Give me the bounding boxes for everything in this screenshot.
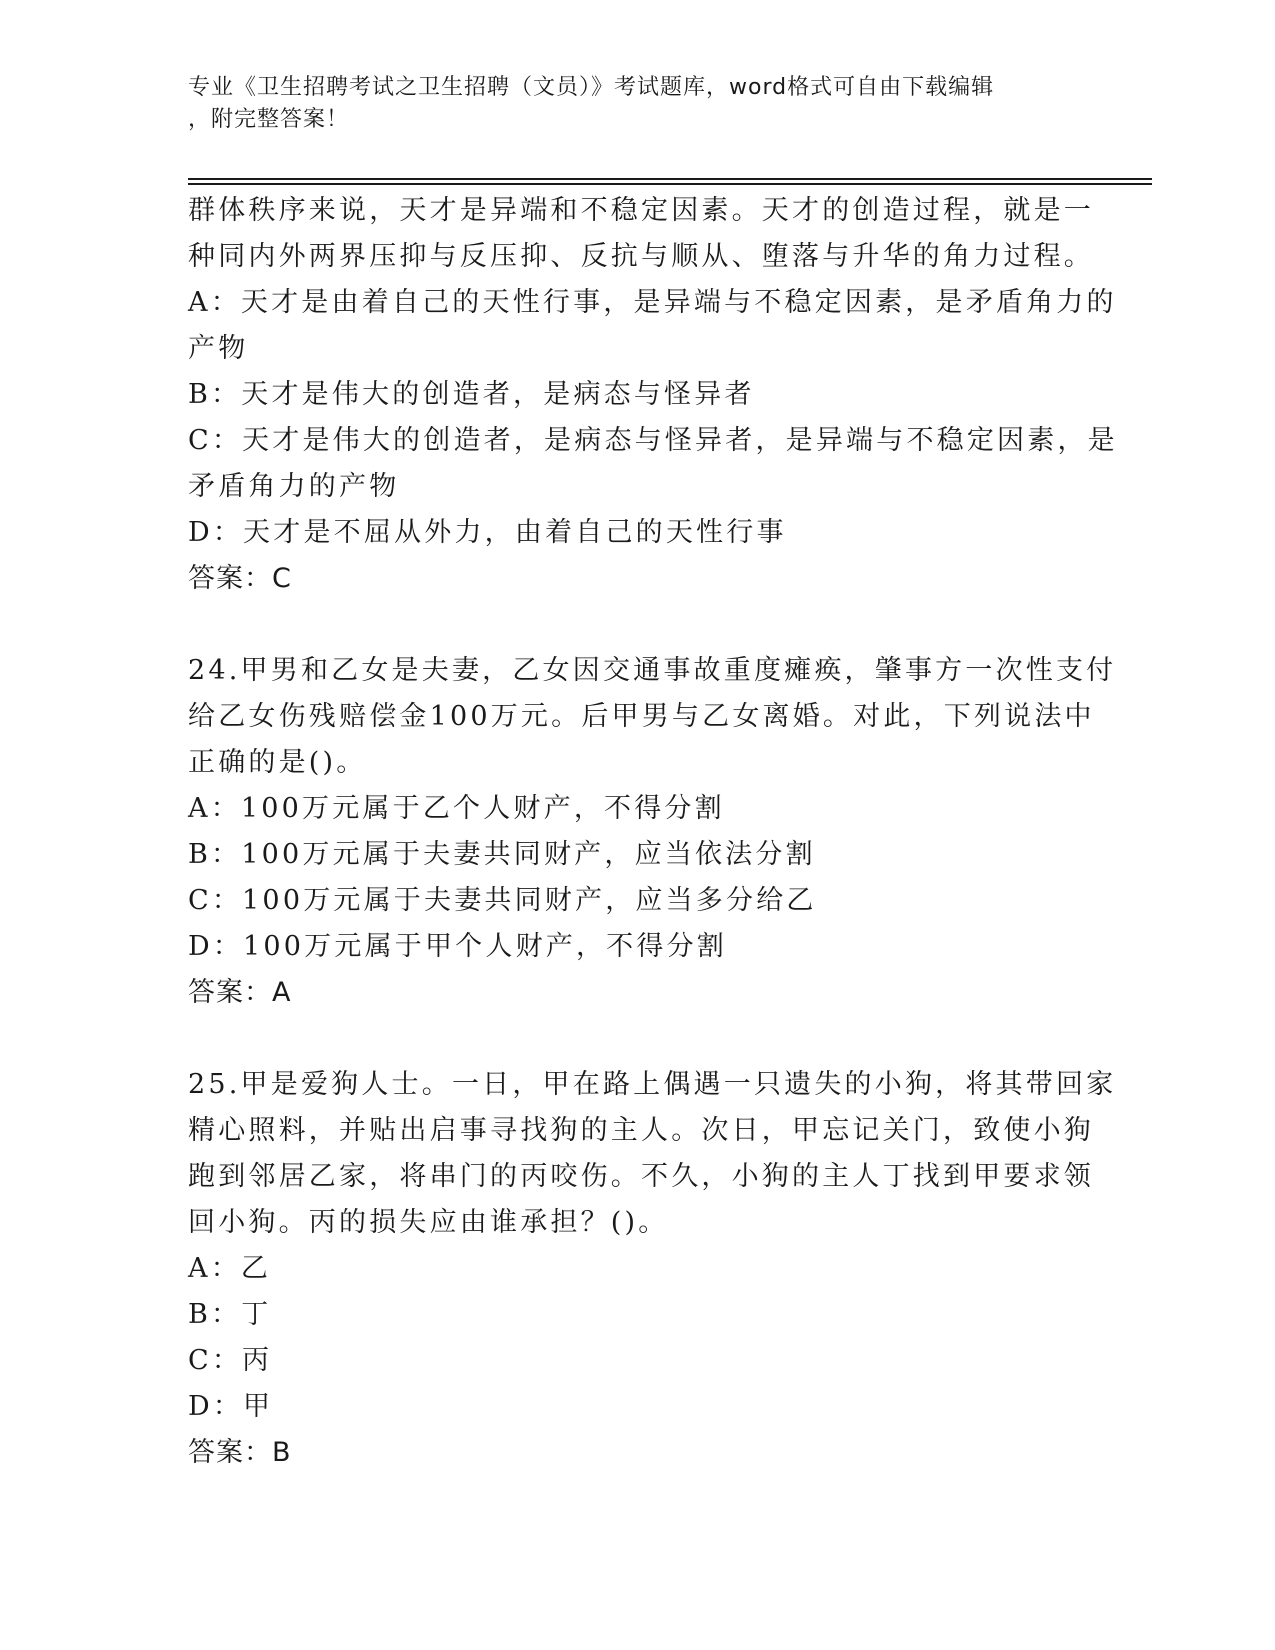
spacer bbox=[188, 602, 1088, 648]
question-24 bbox=[188, 648, 1117, 1016]
option-a-continued: 产物 bbox=[188, 333, 249, 364]
option-b: B：丁 bbox=[188, 1299, 272, 1330]
answer-label: 答案：B bbox=[188, 1437, 292, 1468]
question-stem-line: 种同内外两界压抑与反压抑、反抗与顺从、堕落与升华的角力过程。 bbox=[188, 241, 1094, 272]
question-stem-line: 正确的是()。 bbox=[188, 747, 367, 778]
option-a: A：天才是由着自己的天性行事，是异端与不稳定因素，是矛盾角力的 bbox=[188, 287, 1117, 318]
option-a: A：乙 bbox=[188, 1253, 272, 1284]
document-header bbox=[188, 72, 1068, 136]
question-23 bbox=[188, 188, 1118, 602]
option-c: C：丙 bbox=[188, 1345, 273, 1376]
question-stem-line: 回小狗。丙的损失应由谁承担？()。 bbox=[188, 1207, 669, 1238]
header-rule-top bbox=[188, 178, 1152, 180]
option-d: D：甲 bbox=[188, 1391, 274, 1422]
option-a: A：100万元属于乙个人财产，不得分割 bbox=[188, 793, 725, 824]
answer-label: 答案：C bbox=[188, 563, 292, 594]
question-stem-line: 跑到邻居乙家，将串门的丙咬伤。不久，小狗的主人丁找到甲要求领 bbox=[188, 1161, 1094, 1192]
answer-label: 答案：A bbox=[188, 977, 292, 1008]
question-content bbox=[188, 188, 1118, 1476]
option-c-continued: 矛盾角力的产物 bbox=[188, 471, 400, 502]
question-stem-line: 群体秩序来说，天才是异端和不稳定因素。天才的创造过程，就是一 bbox=[188, 195, 1094, 226]
option-b: B：100万元属于夫妻共同财产，应当依法分割 bbox=[188, 839, 816, 870]
question-stem-line: 给乙女伤残赔偿金100万元。后甲男与乙女离婚。对此，下列说法中 bbox=[188, 701, 1095, 732]
option-d: D：天才是不屈从外力，由着自己的天性行事 bbox=[188, 517, 787, 548]
option-c: C：天才是伟大的创造者，是病态与怪异者，是异端与不稳定因素，是 bbox=[188, 425, 1118, 456]
question-stem-line: 精心照料，并贴出启事寻找狗的主人。次日，甲忘记关门，致使小狗 bbox=[188, 1115, 1094, 1146]
header-line-1: 专业《卫生招聘考试之卫生招聘（文员）》考试题库，word格式可自由下载编辑 bbox=[188, 75, 995, 100]
question-stem-line: 25.甲是爱狗人士。一日，甲在路上偶遇一只遗失的小狗，将其带回家 bbox=[188, 1069, 1117, 1100]
option-b: B：天才是伟大的创造者，是病态与怪异者 bbox=[188, 379, 755, 410]
header-rule-bottom bbox=[188, 183, 1152, 185]
header-line-2: ，附完整答案！ bbox=[188, 107, 350, 132]
option-d: D：100万元属于甲个人财产，不得分割 bbox=[188, 931, 727, 962]
question-25 bbox=[188, 1062, 1117, 1476]
option-c: C：100万元属于夫妻共同财产，应当多分给乙 bbox=[188, 885, 817, 916]
question-stem-line: 24.甲男和乙女是夫妻，乙女因交通事故重度瘫痪，肇事方一次性支付 bbox=[188, 655, 1117, 686]
spacer bbox=[188, 1016, 1088, 1062]
